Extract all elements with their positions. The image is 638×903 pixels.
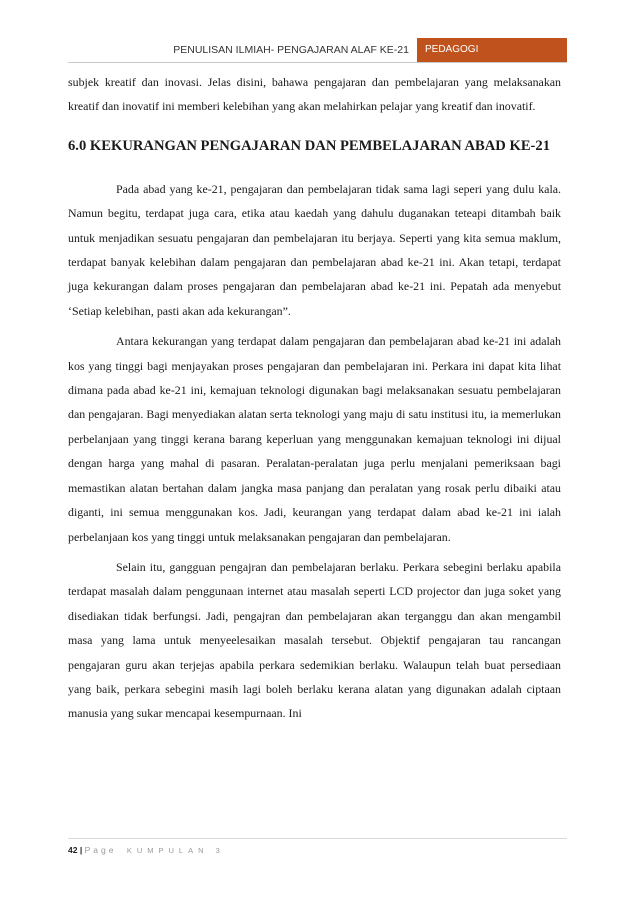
page-content	[68, 70, 561, 732]
page-number: 42	[68, 845, 78, 855]
intro-paragraph: subjek kreatif dan inovasi. Jelas disini, bahawa pengajaran dan pembelajaran yang melaksanakan kreatif dan inovatif ini memberi kelebihan yang akan melahirkan pelajar yang kreatif dan inovatif.	[68, 75, 561, 114]
section-heading: 6.0 KEKURANGAN PENGAJARAN DAN PEMBELAJARAN ABAD KE-21	[68, 137, 551, 154]
body-paragraph-2: Antara kekurangan yang terdapat dalam pengajaran dan pembelajaran abad ke-21 ini adalah kos yang tinggi bagi menjayakan proses pengajaran dan pembelajaran ini. Perkara ini dapat kita lihat dimana pada abad ke-21 ini, kemajuan teknologi digunakan bagi melaksanakan sesuatu pembelajaran dan pengajaran. Bagi menyediakan alatan serta teknologi yang maju di satu institusi itu, ia memerlukan perbelanjaan yang tinggi kerana barang keperluan yang menggunakan kemajuan teknologi ini dijual dengan harga yang mahal di pasaran. Peralatan-peralatan juga perlu menjalani pemeriksaan bagi memastikan alatan bertahan dalam jangka masa panjang dan peralatan yang rosak perlu dibaiki atau diganti, ini semua menggunakan kos. Jadi, keurangan yang terdapat dalam abad ke-21 ini ialah perbelanjaan kos yang tinggi untuk melaksanakan pengajaran dan pembelajaran.	[68, 334, 561, 544]
page-footer	[68, 838, 567, 855]
footer-separator: |	[79, 845, 83, 855]
page-word: Page	[84, 845, 117, 855]
header-title: PENULISAN ILMIAH- PENGAJARAN ALAF KE-21	[173, 44, 409, 56]
group-label: KUMPULAN 3	[126, 846, 225, 855]
body-paragraph-1: Pada abad yang ke-21, pengajaran dan pembelajaran tidak sama lagi seperi yang dulu kala. Namun begitu, terdapat juga cara, etika atau kaedah yang dahulu duganakan teteapi ditambah baik untuk menjadikan sesuatu pengajaran dan pembelajaran itu berjaya. Seperti yang kita semua maklum, terdapat banyak kelebihan dalam pengajaran dan pembelajaran abad ke-21 ini. Akan tetapi, terdapat juga kekurangan dalam proses pengajaran dan pembelajaran abad ke-21 ini. Pepatah ada menyebut ‘Setiap kelebihan, pasti akan ada kekurangan”.	[68, 181, 561, 318]
page-header	[68, 38, 567, 63]
body-paragraph-3: Selain itu, gangguan pengajran dan pembelajaran berlaku. Perkara sebegini berlaku apabila terdapat masalah dalam penggunaan internet atau masalah seperti LCD projector dan juga soket yang disediakan tidak berfungsi. Jadi, pengajran dan pembelajaran akan terganggu dan akan mengambil masa yang lama untuk menyeelesaikan masalah tersebut. Objektif pengajaran tau rancangan pengajaran guru akan terjejas apabila perkara sedemikian berlaku. Walaupun telah buat persediaan yang baik, perkara sebegini masih lagi boleh berlaku kerana alatan yang digunakan adalah ciptaan manusia yang sukar mencapai kesempurnaan. Ini	[68, 559, 561, 721]
header-tag: PEDAGOGI	[417, 38, 567, 62]
